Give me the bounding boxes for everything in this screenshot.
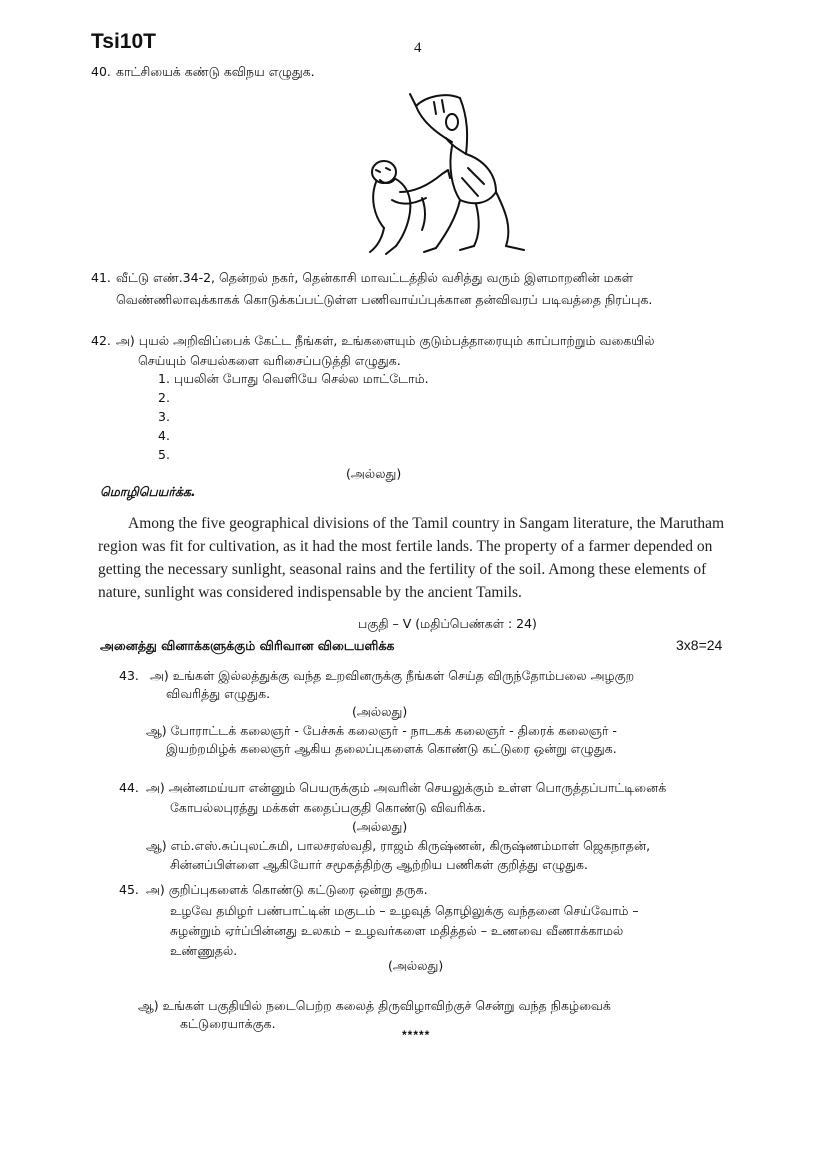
english-line-2: region was fit for cultivation, as it had the most fertile lands. The property of a farmer depended on bbox=[98, 538, 713, 555]
q45-number: 45. bbox=[119, 882, 139, 897]
q43-number: 43. bbox=[119, 668, 139, 683]
q41-line1: வீட்டு எண்.34-2, தென்றல் நகர், தென்காசி மாவட்டத்தில் வசித்து வரும் இளமாறனின் மகள் bbox=[116, 270, 634, 285]
q42-item-2: 2. bbox=[158, 390, 170, 405]
q43-or: (அல்லது) bbox=[352, 704, 408, 719]
q42-item-1: 1. புயலின் போது வெளியே செல்ல மாட்டோம். bbox=[158, 371, 429, 386]
q41-line2: வெண்ணிலாவுக்காகக் கொடுக்கப்பட்டுள்ள பணிவாய்ப்புக்கான தன்விவரப் படிவத்தை நிரப்புக. bbox=[116, 292, 653, 307]
paper-code: Tsi10T bbox=[91, 30, 156, 53]
english-line-1: Among the five geographical divisions of the Tamil country in Sangam literature, the Marutham bbox=[128, 515, 725, 532]
part5-instruction: அனைத்து வினாக்களுக்கும் விரிவான விடையளிக்க bbox=[100, 638, 395, 653]
q42-item-4: 4. bbox=[158, 428, 170, 443]
q44-b-line1: ஆ) எம்.எஸ்.சுப்புலட்சுமி, பாலசரஸ்வதி, ராஜம் கிருஷ்ணன், கிருஷ்ணம்மாள் ஜெகநாதன், bbox=[146, 838, 651, 853]
q42-item-5: 5. bbox=[158, 447, 170, 462]
q42-item-3: 3. bbox=[158, 409, 170, 424]
q43-a-line2: விவரித்து எழுதுக. bbox=[166, 686, 271, 701]
q40-number: 40. bbox=[91, 64, 111, 79]
q40-text: காட்சியைக் கண்டு கவிநய எழுதுக. bbox=[116, 64, 315, 79]
q42-or: (அல்லது) bbox=[346, 466, 402, 481]
cartoon-illustration bbox=[356, 88, 546, 266]
part5-title: பகுதி – V (மதிப்பெண்கள் : 24) bbox=[358, 616, 537, 631]
english-line-4: nature, sunlight was considered indispensable by the ancient Tamils. bbox=[98, 584, 522, 601]
q41-number: 41. bbox=[91, 270, 111, 285]
q42-line1: அ) புயல் அறிவிப்பைக் கேட்ட நீங்கள், உங்களையும் குடும்பத்தாரையும் காப்பாற்றும் வகையில் bbox=[116, 333, 655, 348]
q45-b-line2: கட்டுரையாக்குக. bbox=[180, 1016, 276, 1031]
q45-b-line1: ஆ) உங்கள் பகுதியில் நடைபெற்ற கலைத் திருவிழாவிற்குச் சென்று வந்த நிகழ்வைக் bbox=[138, 998, 611, 1013]
q45-a-line1: அ) குறிப்புகளைக் கொண்டு கட்டுரை ஒன்று தருக. bbox=[146, 882, 428, 897]
q45-a-line2: உழவே தமிழர் பண்பாட்டின் மகுடம் – உழவுத் தொழிலுக்கு வந்தனை செய்வோம் – bbox=[170, 903, 639, 918]
translate-heading: மொழிபெயர்க்க. bbox=[100, 484, 196, 499]
q43-a-line1: அ) உங்கள் இல்லத்துக்கு வந்த உறவினருக்கு நீங்கள் செய்த விருந்தோம்பலை அழகுற bbox=[150, 668, 635, 683]
q44-a-line1: அ) அன்னமய்யா என்னும் பெயருக்கும் அவரின் செயலுக்கும் உள்ள பொருத்தப்பாட்டினைக் bbox=[146, 780, 667, 795]
q45-a-line4: உண்ணுதல். bbox=[170, 943, 238, 958]
end-mark: ***** bbox=[402, 1028, 431, 1042]
english-passage bbox=[98, 512, 738, 604]
q43-b-line2: இயற்றமிழ்க் கலைஞர் ஆகிய தலைப்புகளைக் கொண்டு கட்டுரை ஒன்று எழுதுக. bbox=[166, 741, 617, 756]
q45-a-line3: சுழன்றும் ஏர்ப்பின்னது உலகம் – உழவர்களை மதித்தல் – உணவை வீணாக்காமல் bbox=[170, 923, 624, 938]
part5-marks: 3x8=24 bbox=[676, 637, 723, 653]
q44-a-line2: கோபல்லபுரத்து மக்கள் கதைப்பகுதி கொண்டு விவரிக்க. bbox=[170, 800, 486, 815]
q42-line2: செய்யும் செயல்களை வரிசைப்படுத்தி எழுதுக. bbox=[138, 353, 401, 368]
q42-number: 42. bbox=[91, 333, 111, 348]
q43-b-line1: ஆ) போராட்டக் கலைஞர் - பேச்சுக் கலைஞர் - நாடகக் கலைஞர் - திரைக் கலைஞர் - bbox=[146, 723, 617, 738]
q44-b-line2: சின்னப்பிள்ளை ஆகியோர் சமூகத்திற்கு ஆற்றிய பணிகள் குறித்து எழுதுக. bbox=[170, 857, 588, 872]
english-line-3: getting the necessary sunlight, seasonal rains and the fertility of the soil. Among these elements of bbox=[98, 561, 707, 578]
q45-or: (அல்லது) bbox=[388, 958, 444, 973]
page-number: 4 bbox=[414, 40, 422, 56]
q44-number: 44. bbox=[119, 780, 139, 795]
q44-or: (அல்லது) bbox=[352, 819, 408, 834]
